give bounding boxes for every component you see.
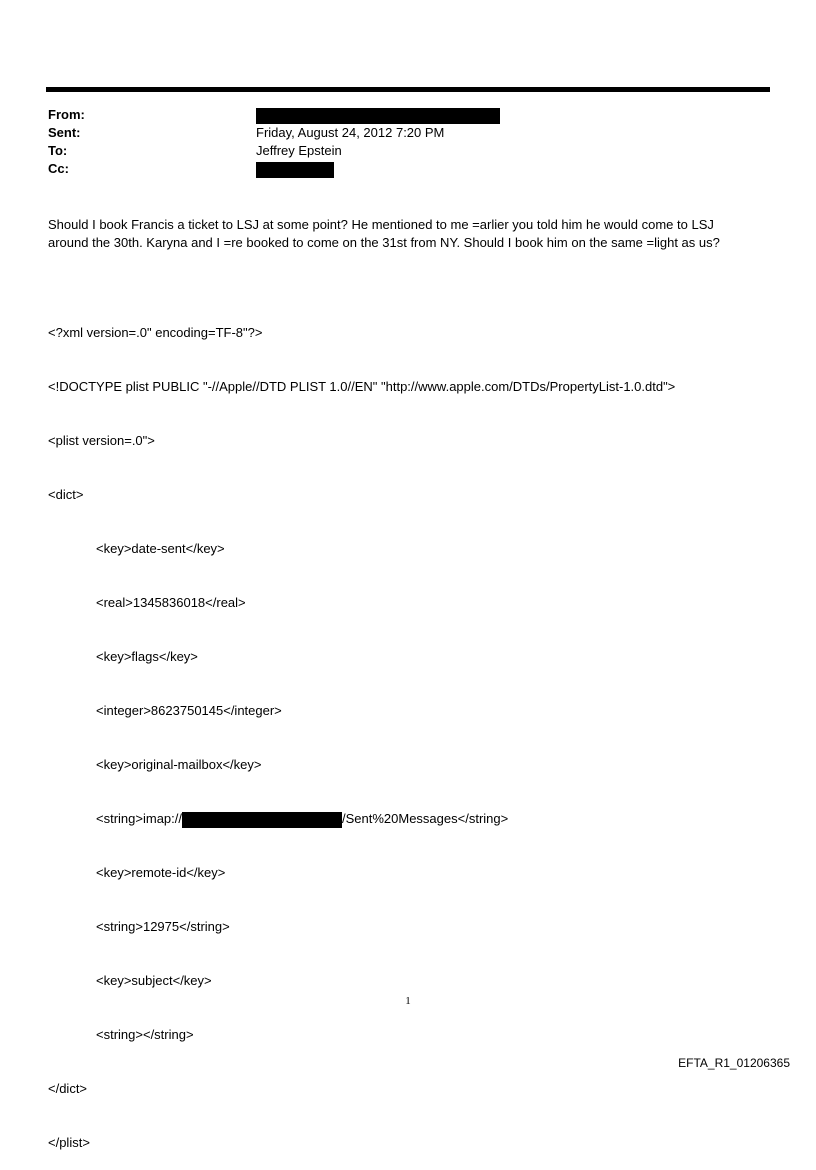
plist-key-line: <key>flags</key> — [96, 649, 198, 664]
plist-key-line: <key>original-mailbox</key> — [96, 757, 262, 772]
redaction-block — [256, 162, 334, 178]
from-label: From: — [48, 107, 85, 122]
dict-close-tag: </dict> — [48, 1081, 88, 1096]
xml-declaration: <?xml version=.0" encoding=TF-8"?> — [48, 325, 263, 340]
header-divider — [46, 87, 770, 92]
to-value: Jeffrey Epstein — [256, 143, 342, 158]
plist-open-tag: <plist version=.0"> — [48, 433, 155, 448]
redaction-block — [182, 812, 342, 828]
document-id: EFTA_R1_01206365 — [678, 1056, 790, 1070]
to-label: To: — [48, 143, 68, 158]
redaction-block — [256, 108, 500, 124]
email-body — [48, 216, 776, 252]
sent-value: Friday, August 24, 2012 7:20 PM — [256, 125, 445, 140]
plist-value-line: <integer>8623750145</integer> — [96, 703, 282, 718]
doctype-line: <!DOCTYPE plist PUBLIC "-//Apple//DTD PLIST 1.0//EN" "http://www.apple.com/DTDs/PropertyList-1.0.dtd"> — [48, 379, 676, 394]
plist-imap-line — [48, 810, 776, 828]
sent-label: Sent: — [48, 125, 81, 140]
from-row — [48, 106, 768, 124]
plist-key-line: <key>subject</key> — [96, 973, 212, 988]
imap-prefix: <string>imap:// — [96, 811, 182, 826]
to-row — [48, 142, 768, 160]
cc-label: Cc: — [48, 161, 69, 176]
from-value — [256, 106, 768, 124]
cc-row — [48, 160, 768, 178]
page-number: 1 — [405, 995, 411, 1007]
body-line: around the 30th. Karyna and I =re booked to come on the 31st from NY. Should I book him on the same =light as us? — [48, 235, 720, 250]
plist-value-line: <real>1345836018</real> — [96, 595, 246, 610]
plist-block — [48, 288, 776, 1170]
plist-key-line: <key>date-sent</key> — [96, 541, 225, 556]
dict-open-tag: <dict> — [48, 487, 84, 502]
email-header — [48, 106, 768, 178]
body-line: Should I book Francis a ticket to LSJ at some point? He mentioned to me =arlier you told him he would come to LSJ — [48, 217, 714, 232]
sent-row — [48, 124, 768, 142]
imap-suffix: /Sent%20Messages</string> — [342, 811, 509, 826]
cc-value — [256, 160, 768, 178]
plist-close-tag: </plist> — [48, 1135, 90, 1150]
plist-value-line: <string>12975</string> — [96, 919, 230, 934]
plist-value-line: <string></string> — [96, 1027, 194, 1042]
plist-key-line: <key>remote-id</key> — [96, 865, 226, 880]
